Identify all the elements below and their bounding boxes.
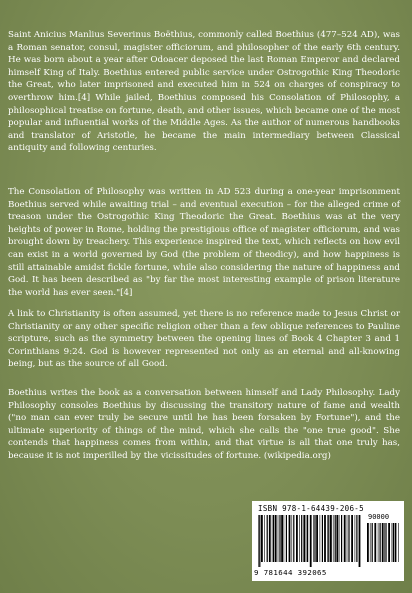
barcode-bar	[284, 515, 285, 562]
description-paragraph-2: The Consolation of Philosophy was written in AD 523 during a one-year imprisonment Boethius served while awaiting trial – and eventual execution – for the alleged crime of treason under the Ostrogothic King Theodoric the Great. Boethius was at the very heights of power in Rome, holding the prestigious office of magister officiorum, and was brought down by treachery. This experience inspired the text, which reflects on how evil can exist in a world governed by God (the problem of theodicy), and how happiness is still attainable amidst fickle fortune, while also considering the nature of happiness and God. It has been described as "by far the most interesting example of prison literature the world has ever seen."[4]	[8, 187, 400, 298]
barcode-bar	[306, 515, 307, 562]
description-paragraph-1: Saint Anicius Manlius Severinus Boëthius, commonly called Boethius (477–524 AD), was a Roman senator, consul, magister officiorum, and philosopher of the early 6th century. He was born about a year after Odoacer deposed the last Roman Emperor and declared himself King of Italy. Boethius entered public service under Ostrogothic King Theodoric the Great, who later imprisoned and executed him in 524 on charges of conspiracy to overthrow him.[4] While jailed, Boethius composed his Consolation of Philosophy, a philosophical treatise on fortune, death, and other issues, which became one of the most popular and influential works of the Middle Ages. As the author of numerous handbooks and translator of Aristotle, he became the main intermediary between Classical antiquity and following centuries.	[8, 30, 400, 154]
description-paragraph-3: A link to Christianity is often assumed, yet there is no reference made to Jesus Christ or Christianity or any other specific religion other than a few oblique references to Pauline scripture, such as the symmetry between the opening lines of Book 4 Chapter 3 and 1 Corinthians 9:24. God is however represented not only as an eternal and all-knowing being, but as the source of all Good.	[8, 309, 400, 370]
barcode-bar	[367, 523, 369, 562]
barcode-bar	[292, 515, 293, 562]
ean-digits: 9 781644 392065	[254, 568, 327, 577]
barcode-bar	[272, 515, 273, 562]
barcode-bar	[303, 515, 305, 562]
addon-barcode-bars	[367, 523, 401, 567]
barcode-bar	[301, 515, 302, 562]
barcode-bar	[355, 515, 356, 562]
barcode-bar	[286, 515, 287, 562]
barcode-bar	[261, 515, 263, 562]
barcode-bar	[393, 523, 394, 562]
barcode-bar	[348, 515, 349, 562]
barcode-bar	[281, 515, 283, 562]
barcode-bar	[374, 523, 376, 562]
barcode-bar	[384, 523, 385, 562]
barcode-bar	[264, 515, 265, 562]
barcode-bar	[335, 515, 336, 562]
ean-barcode-bars	[258, 515, 362, 567]
barcode-bar	[293, 515, 294, 562]
barcode-bar	[307, 515, 308, 562]
barcode-bar	[333, 515, 334, 562]
barcode-bar	[347, 515, 348, 562]
barcode-bar	[336, 515, 338, 562]
barcode-bar	[273, 515, 274, 562]
barcode-bar	[296, 515, 298, 562]
barcode-bar	[330, 515, 332, 562]
barcode-bar	[289, 515, 291, 562]
barcode-bar	[382, 523, 384, 562]
barcode-bar	[314, 515, 315, 562]
barcode-bar	[275, 515, 277, 562]
barcode-bar	[313, 515, 314, 562]
barcode-bar	[316, 515, 318, 562]
barcode-bar	[395, 523, 397, 562]
barcode-bar	[356, 515, 357, 562]
barcode-bar	[269, 515, 271, 562]
description-paragraph-4: Boethius writes the book as a conversation between himself and Lady Philosophy. Lady Philosophy consoles Boethius by discussing the transitory nature of fame and wealth ("no man can ever truly be secure until he has been forsaken by Fortune"), and the ultimate superiority of things of the mind, which she calls the "one true good". She contends that happiness comes from within, and that virtue is all that one truly has, because it is not imperilled by the vicissitudes of fortune. (wikipedia.org)	[8, 388, 400, 461]
barcode-bar	[328, 515, 329, 562]
barcode-bar	[278, 515, 279, 562]
barcode-bar	[344, 515, 346, 562]
barcode-bar	[392, 523, 393, 562]
barcode-bar	[398, 523, 399, 562]
barcode-bar	[380, 523, 381, 562]
barcode-bar	[258, 515, 259, 567]
barcode-bar	[370, 523, 371, 562]
barcode-bar	[259, 515, 260, 567]
barcode-bar	[310, 515, 312, 567]
barcode-bar	[378, 523, 379, 562]
barcode-bar	[351, 515, 353, 562]
isbn-barcode	[252, 501, 404, 581]
barcode-bar	[327, 515, 328, 562]
barcode-bar	[279, 515, 280, 562]
barcode-bar	[339, 515, 340, 562]
isbn-label: ISBN 978-1-64439-206-5	[258, 504, 364, 513]
barcode-bar	[372, 523, 373, 562]
barcode-bar	[359, 515, 361, 567]
barcode-bar	[385, 523, 386, 562]
barcode-bar	[322, 515, 323, 562]
barcode-bar	[320, 515, 321, 562]
barcode-bar	[324, 515, 326, 562]
barcode-bar	[299, 515, 300, 562]
price-addon-label: 90000	[368, 513, 390, 521]
barcode-bar	[341, 515, 342, 562]
barcode-bar	[388, 523, 390, 562]
barcode-bar	[267, 515, 268, 562]
